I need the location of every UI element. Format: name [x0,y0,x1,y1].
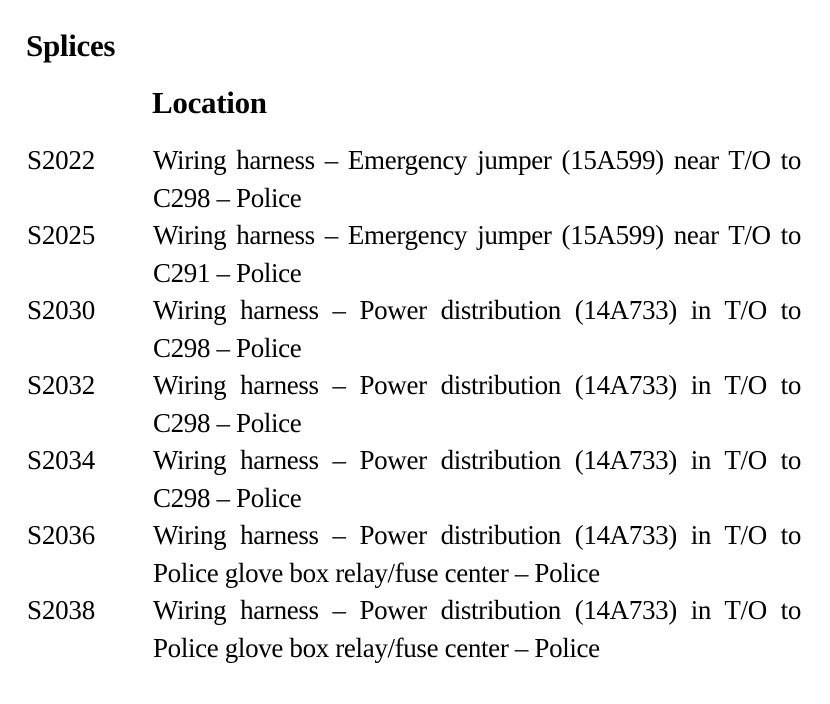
splice-location: Wiring harness – Power distribution (14A733) in T/O to Police glove box relay/fuse center – Police [153,595,801,663]
splice-id: S2032 [27,370,96,400]
splice-id: S2022 [27,145,96,175]
splice-row [0,142,830,217]
splice-id: S2038 [27,595,96,625]
splice-id: S2030 [27,295,96,325]
splice-location: Wiring harness – Emergency jumper (15A599) near T/O to C291 – Police [153,220,801,288]
splice-row [0,592,830,667]
splice-id: S2025 [27,220,96,250]
splice-row [0,292,830,367]
splice-list [0,142,830,667]
splice-id: S2034 [27,445,96,475]
splice-location: Wiring harness – Emergency jumper (15A599) near T/O to C298 – Police [153,145,801,213]
splice-location: Wiring harness – Power distribution (14A733) in T/O to Police glove box relay/fuse center – Police [153,520,801,588]
splice-row [0,517,830,592]
splice-row [0,217,830,292]
splice-id: S2036 [27,520,96,550]
splice-row [0,367,830,442]
splice-location: Wiring harness – Power distribution (14A733) in T/O to C298 – Police [153,445,801,513]
splice-location: Wiring harness – Power distribution (14A733) in T/O to C298 – Police [153,370,801,438]
page-title: Splices [26,28,116,63]
location-column-header: Location [152,85,267,120]
splice-row [0,442,830,517]
splice-location: Wiring harness – Power distribution (14A733) in T/O to C298 – Police [153,295,801,363]
